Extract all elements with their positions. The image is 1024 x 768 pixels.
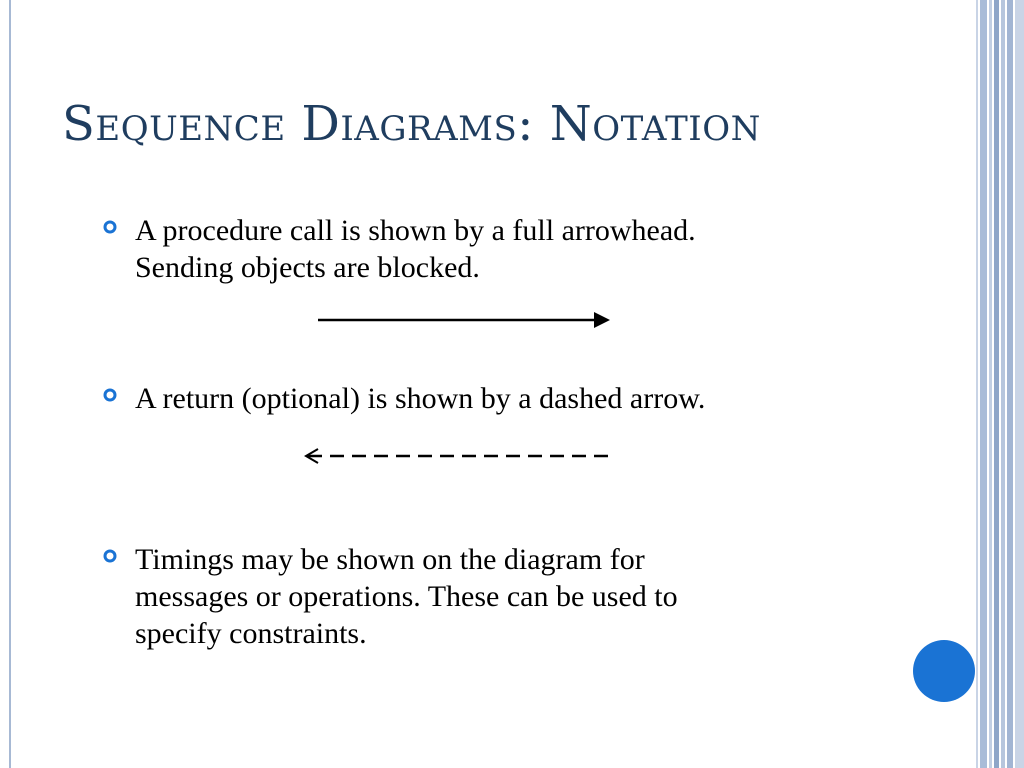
right-stripe (1007, 0, 1013, 768)
right-stripe (976, 0, 978, 768)
left-border (9, 0, 11, 768)
ring-bullet-icon (103, 549, 117, 563)
ring-bullet-icon (103, 220, 117, 234)
ring-bullet-icon (103, 388, 117, 402)
bullet-text: A return (optional) is shown by a dashed arrow. (135, 382, 706, 415)
right-stripe (994, 0, 999, 768)
bullet-text: A procedure call is shown by a full arrowhead. Sending objects are blocked. (135, 214, 696, 284)
slide-title: Sequence Diagrams: Notation (62, 96, 761, 152)
decorative-circle (913, 640, 975, 702)
right-stripe (1001, 0, 1005, 768)
right-stripe (1015, 0, 1024, 768)
solid-arrow-right (316, 308, 616, 332)
dashed-arrow-left (302, 444, 614, 466)
right-stripe (989, 0, 992, 768)
right-stripe (980, 0, 987, 768)
bullet-text: Timings may be shown on the diagram for messages or operations. These can be used to specify constraints. (135, 543, 678, 650)
